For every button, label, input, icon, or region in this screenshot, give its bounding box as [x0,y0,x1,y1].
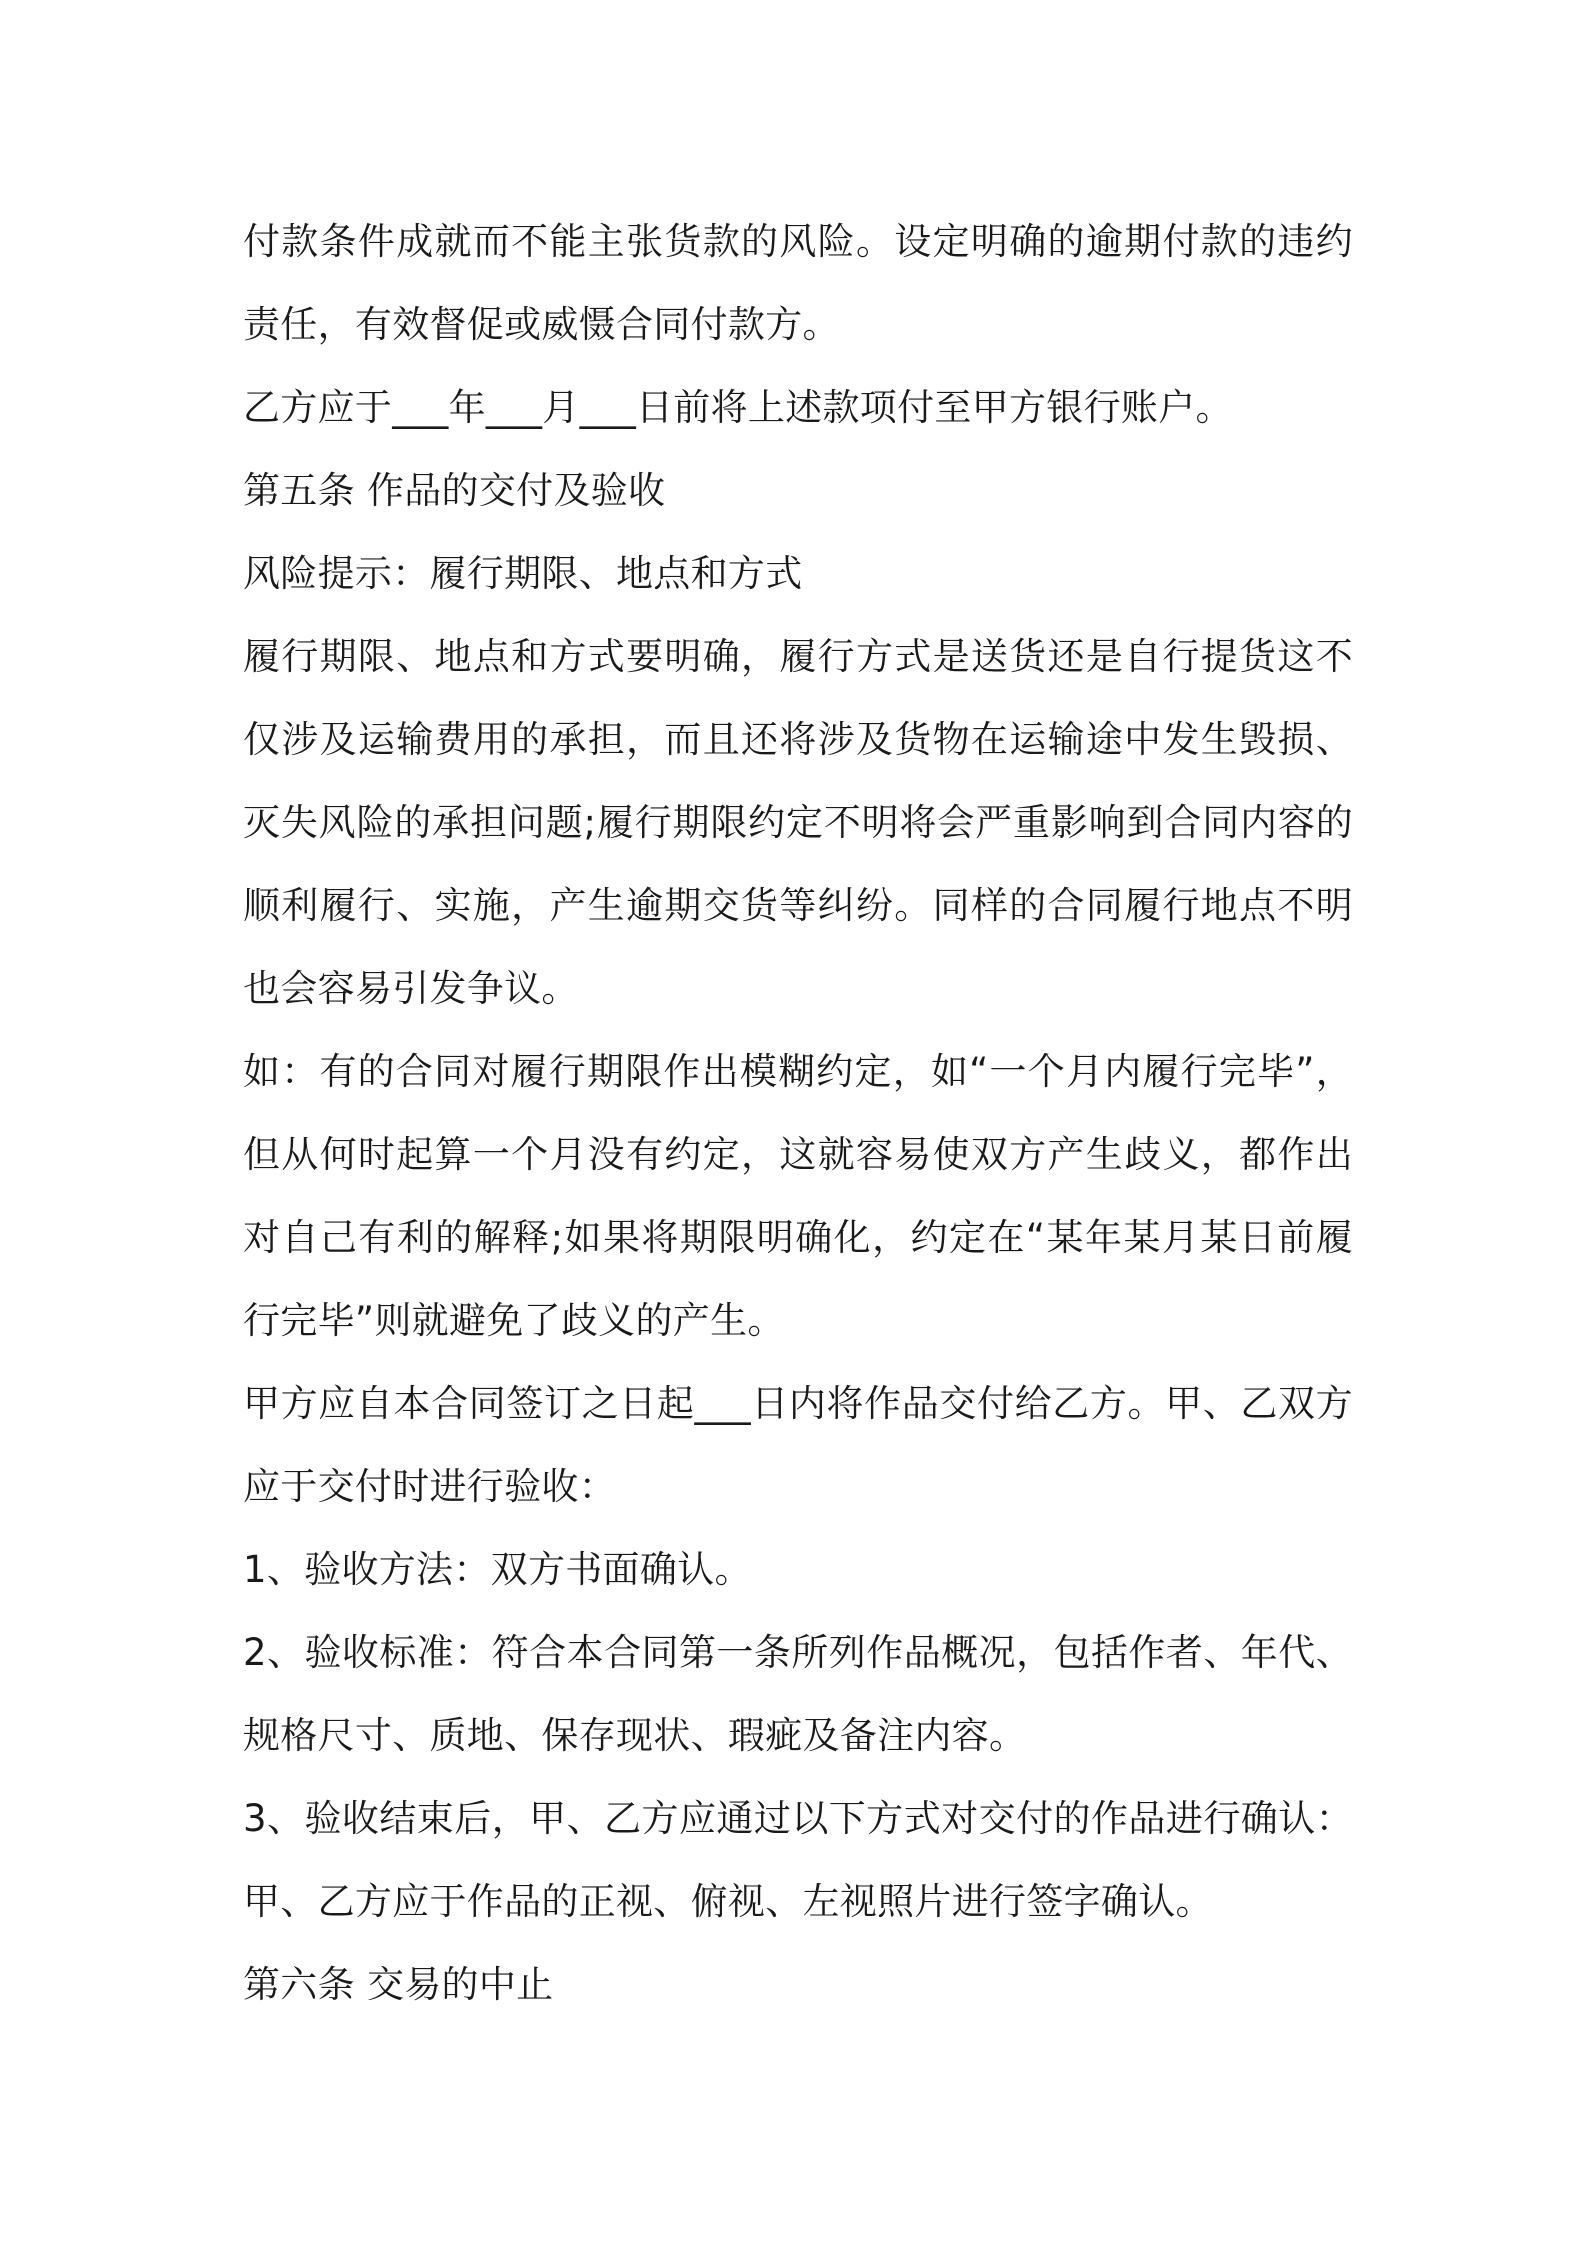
paragraph-performance-terms: 履行期限、地点和方式要明确，履行方式是送货还是自行提货这不仅涉及运输费用的承担，而且还将涉及货物在运输途中发生毁损、灭失风险的承担问题;履行期限约定不明将会严重影响到合同内容的顺利履行、实施，产生逾期交货等纠纷。同样的合同履行地点不明也会容易引发争议。 [243,635,1353,1010]
list-item-acceptance-confirmation: 3、验收结束后，甲、乙方应通过以下方式对交付的作品进行确认：甲、乙方应于作品的正视、俯视、左视照片进行签字确认。 [243,1797,1353,1923]
section-heading-article-6: 第六条 交易的中止 [243,1963,554,2006]
paragraph-delivery: 甲方应自本合同签订之日起___日内将作品交付给乙方。甲、乙双方应于交付时进行验收： [243,1382,1353,1508]
list-item-acceptance-method: 1、验收方法：双方书面确认。 [243,1548,752,1591]
list-item-acceptance-standard: 2、验收标准：符合本合同第一条所列作品概况，包括作者、年代、规格尺寸、质地、保存现状、瑕疵及备注内容。 [243,1631,1353,1757]
paragraph-payment-deadline: 乙方应于___年___月___日前将上述款项付至甲方银行账户。 [243,386,1233,429]
paragraph-example: 如：有的合同对履行期限作出模糊约定，如“一个月内履行完毕”，但从何时起算一个月没有约定，这就容易使双方产生歧义，都作出对自己有利的解释;如果将期限明确化，约定在“某年某月某日前履行完毕”则就避免了歧义的产生。 [243,1050,1353,1342]
section-heading-article-5: 第五条 作品的交付及验收 [243,469,666,512]
risk-notice-heading: 风险提示：履行期限、地点和方式 [243,552,803,595]
document-body [243,200,1353,2026]
paragraph-payment-risk: 付款条件成就而不能主张货款的风险。设定明确的逾期付款的违约责任，有效督促或威慑合同付款方。 [243,220,1353,346]
